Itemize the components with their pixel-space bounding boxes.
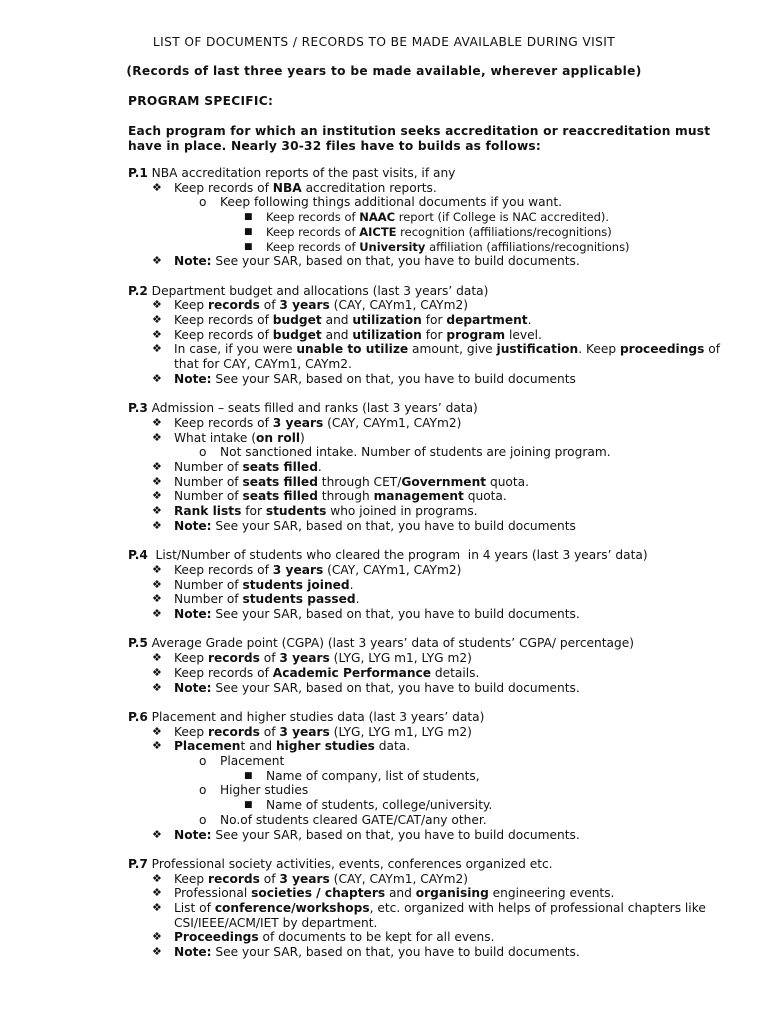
item-text: for bbox=[241, 504, 266, 519]
diamond-bullet-icon: ❖ bbox=[152, 739, 162, 753]
item-text: amount, give bbox=[408, 342, 497, 357]
item-text: (CAY, CAYm1, CAYm2) bbox=[329, 871, 468, 886]
emphasis-text: 3 years bbox=[272, 562, 324, 577]
item-text: See your SAR, based on that, you have to build documents bbox=[211, 371, 576, 386]
list-item bbox=[128, 930, 742, 945]
circle-bullet-icon: o bbox=[199, 783, 207, 798]
diamond-bullet-icon: ❖ bbox=[152, 518, 162, 532]
emphasis-text: NAAC bbox=[359, 210, 396, 225]
document-title: LIST OF DOCUMENTS / RECORDS TO BE MADE AVAILABLE DURING VISIT bbox=[152, 35, 616, 49]
circle-bullet-icon: o bbox=[199, 445, 207, 460]
item-text: Keep bbox=[174, 651, 208, 666]
item-text: . bbox=[349, 577, 354, 592]
emphasis-text: 3 years bbox=[272, 415, 324, 430]
list-item bbox=[128, 298, 742, 313]
emphasis-text: Academic Performance bbox=[272, 665, 431, 680]
diamond-bullet-icon: ❖ bbox=[152, 460, 162, 474]
item-text: of that for CAY, CAYm1, CAYm2. bbox=[174, 342, 720, 372]
diamond-bullet-icon: ❖ bbox=[152, 430, 162, 444]
section-title-text: Average Grade point (CGPA) (last 3 years’ data of students’ CGPA/ percentage) bbox=[147, 636, 634, 651]
list-item bbox=[128, 195, 742, 210]
emphasis-text: NBA bbox=[272, 180, 302, 195]
item-text: In case, if you were bbox=[174, 342, 297, 357]
list-item bbox=[128, 607, 742, 622]
section-title bbox=[128, 166, 742, 181]
list-item bbox=[128, 475, 742, 490]
section-code: P.3 bbox=[128, 401, 148, 416]
list-item bbox=[128, 372, 742, 387]
section-title-text: Professional society activities, events, conferences organized etc. bbox=[147, 856, 553, 871]
list-item bbox=[128, 813, 742, 828]
section-title-text: NBA accreditation reports of the past visits, if any bbox=[147, 166, 456, 180]
emphasis-text: department bbox=[446, 313, 528, 328]
emphasis-text: higher studies bbox=[275, 739, 375, 754]
section-code: P.1 bbox=[128, 166, 148, 180]
item-text: . Keep bbox=[578, 342, 620, 357]
diamond-bullet-icon: ❖ bbox=[152, 342, 162, 356]
item-text: . bbox=[317, 460, 322, 475]
item-text: report (if College is NAC accredited). bbox=[395, 210, 610, 225]
item-text: and bbox=[321, 313, 353, 328]
emphasis-text: seats filled bbox=[242, 460, 318, 475]
section-p3 bbox=[128, 401, 742, 533]
emphasis-text: organising bbox=[415, 886, 489, 901]
square-bullet-icon: ■ bbox=[244, 226, 253, 237]
diamond-bullet-icon: ❖ bbox=[152, 592, 162, 606]
diamond-bullet-icon: ❖ bbox=[152, 474, 162, 488]
list-item bbox=[128, 489, 742, 504]
item-text: (LYG, LYG m1, LYG m2) bbox=[329, 724, 472, 739]
item-text: (LYG, LYG m1, LYG m2) bbox=[329, 651, 472, 666]
section-title bbox=[128, 710, 742, 725]
list-item bbox=[128, 431, 742, 446]
emphasis-text: students bbox=[265, 504, 327, 519]
emphasis-text: utilization bbox=[352, 327, 422, 342]
diamond-bullet-icon: ❖ bbox=[152, 886, 162, 900]
emphasis-text: Note: bbox=[174, 371, 212, 386]
emphasis-text: 3 years bbox=[279, 651, 330, 666]
list-item bbox=[128, 886, 742, 901]
emphasis-text: University bbox=[359, 239, 426, 254]
item-text: and bbox=[321, 327, 353, 342]
item-text: data. bbox=[374, 739, 411, 754]
emphasis-text: proceedings bbox=[619, 342, 705, 357]
item-text: of bbox=[259, 651, 280, 666]
item-text: of bbox=[259, 298, 280, 313]
section-title-text: Admission – seats filled and ranks (last 3 years’ data) bbox=[147, 401, 478, 416]
item-text: List of bbox=[174, 901, 215, 916]
diamond-bullet-icon: ❖ bbox=[152, 254, 162, 268]
item-text: level. bbox=[505, 327, 542, 342]
item-text: See your SAR, based on that, you have to build documents. bbox=[211, 680, 580, 695]
section-p1 bbox=[128, 166, 742, 269]
emphasis-text: Note: bbox=[174, 254, 212, 269]
program-specific-heading: PROGRAM SPECIFIC: bbox=[128, 94, 274, 108]
section-title-text: List/Number of students who cleared the program in 4 years (last 3 years’ data) bbox=[147, 548, 648, 563]
item-text: details. bbox=[430, 665, 480, 680]
section-title-text: Department budget and allocations (last 3 years’ data) bbox=[147, 283, 489, 298]
section-title bbox=[128, 284, 742, 299]
item-text: Number of bbox=[174, 592, 243, 607]
item-text: Keep records of bbox=[174, 415, 273, 430]
item-text: Keep records of bbox=[266, 224, 360, 239]
list-item bbox=[128, 872, 742, 887]
item-text: . bbox=[527, 313, 532, 328]
section-code: P.7 bbox=[128, 856, 148, 871]
section-code: P.4 bbox=[128, 548, 148, 563]
item-text: Keep records of bbox=[174, 180, 273, 195]
diamond-bullet-icon: ❖ bbox=[152, 901, 162, 915]
emphasis-text: AICTE bbox=[359, 224, 397, 239]
list-item bbox=[128, 181, 742, 196]
list-item bbox=[128, 945, 742, 960]
item-text: See your SAR, based on that, you have to build documents. bbox=[211, 945, 580, 960]
emphasis-text: seats filled bbox=[242, 474, 318, 489]
emphasis-text: 3 years bbox=[279, 298, 330, 313]
emphasis-text: students joined bbox=[242, 577, 350, 592]
diamond-bullet-icon: ❖ bbox=[152, 607, 162, 621]
emphasis-text: justification bbox=[496, 342, 579, 357]
item-text: through CET/ bbox=[317, 474, 402, 489]
emphasis-text: management bbox=[373, 489, 464, 504]
circle-bullet-icon: o bbox=[199, 195, 207, 210]
sections-list bbox=[128, 166, 742, 975]
diamond-bullet-icon: ❖ bbox=[152, 180, 162, 194]
item-text: ) bbox=[300, 430, 305, 445]
list-item bbox=[128, 328, 742, 343]
item-text: Keep records of bbox=[266, 210, 360, 225]
section-title-text: Placement and higher studies data (last 3 years’ data) bbox=[147, 709, 485, 724]
emphasis-text: unable to utilize bbox=[296, 342, 409, 357]
item-text: t and bbox=[240, 739, 276, 754]
emphasis-text: budget bbox=[272, 327, 322, 342]
item-text: Keep records of bbox=[266, 239, 360, 254]
item-text: for bbox=[421, 327, 447, 342]
square-bullet-icon: ■ bbox=[244, 241, 253, 252]
item-text: Higher studies bbox=[220, 783, 309, 798]
item-text: quota. bbox=[463, 489, 507, 504]
emphasis-text: 3 years bbox=[279, 871, 330, 886]
item-text: No.of students cleared GATE/CAT/any other. bbox=[220, 812, 487, 827]
emphasis-text: budget bbox=[272, 313, 322, 328]
item-text: (CAY, CAYm1, CAYm2) bbox=[323, 562, 462, 577]
square-bullet-icon: ■ bbox=[244, 800, 253, 811]
item-text: Keep records of bbox=[174, 313, 273, 328]
item-text: recognition (affiliations/recognitions) bbox=[396, 224, 612, 239]
item-text: What intake ( bbox=[174, 430, 257, 445]
emphasis-text: seats filled bbox=[242, 489, 318, 504]
square-bullet-icon: ■ bbox=[244, 212, 253, 223]
emphasis-text: 3 years bbox=[279, 724, 330, 739]
emphasis-text: on roll bbox=[256, 430, 301, 445]
list-item bbox=[128, 828, 742, 843]
diamond-bullet-icon: ❖ bbox=[152, 665, 162, 679]
item-text: See your SAR, based on that, you have to build documents. bbox=[211, 607, 580, 622]
list-item bbox=[128, 578, 742, 593]
section-p2 bbox=[128, 284, 742, 387]
item-text: (CAY, CAYm1, CAYm2) bbox=[329, 298, 468, 313]
emphasis-text: Note: bbox=[174, 945, 212, 960]
item-text: , etc. organized with helps of professional chapters like CSI/IEEE/ACM/IET by department. bbox=[174, 901, 706, 930]
item-text: Placement bbox=[220, 754, 285, 769]
circle-bullet-icon: o bbox=[199, 812, 207, 827]
emphasis-text: societies / chapters bbox=[251, 886, 386, 901]
item-text: Name of students, college/university. bbox=[266, 798, 493, 813]
diamond-bullet-icon: ❖ bbox=[152, 930, 162, 944]
emphasis-text: records bbox=[208, 651, 260, 666]
intro-paragraph: Each program for which an institution seeks accreditation or reaccreditation must have in place. Nearly 30-32 files have to builds as follows: bbox=[128, 124, 711, 153]
list-item bbox=[128, 519, 742, 534]
section-title bbox=[128, 636, 742, 651]
item-text: Keep following things additional documents if you want. bbox=[220, 195, 562, 210]
emphasis-text: conference/workshops bbox=[214, 901, 370, 916]
list-item bbox=[128, 681, 742, 696]
emphasis-text: Rank lists bbox=[174, 504, 242, 519]
diamond-bullet-icon: ❖ bbox=[152, 577, 162, 591]
item-text: Professional bbox=[174, 886, 252, 901]
item-text: Number of bbox=[174, 489, 243, 504]
section-p7 bbox=[128, 857, 742, 960]
item-text: Number of bbox=[174, 577, 243, 592]
list-item bbox=[128, 342, 742, 371]
list-item bbox=[128, 666, 742, 681]
item-text: of bbox=[259, 871, 280, 886]
item-text: who joined in programs. bbox=[326, 504, 478, 519]
list-item bbox=[128, 240, 742, 255]
list-item bbox=[128, 563, 742, 578]
list-item bbox=[128, 769, 742, 784]
emphasis-text: Note: bbox=[174, 607, 212, 622]
item-text: Keep bbox=[174, 871, 208, 886]
list-item bbox=[128, 651, 742, 666]
list-item bbox=[128, 901, 742, 930]
item-text: affiliation (affiliations/recognitions) bbox=[425, 239, 630, 254]
item-text: Keep records of bbox=[174, 665, 273, 680]
item-text: engineering events. bbox=[488, 886, 615, 901]
emphasis-text: Note: bbox=[174, 680, 212, 695]
circle-bullet-icon: o bbox=[199, 754, 207, 769]
diamond-bullet-icon: ❖ bbox=[152, 504, 162, 518]
section-p4 bbox=[128, 548, 742, 622]
item-text: Number of bbox=[174, 474, 243, 489]
item-text: See your SAR, based on that, you have to build documents. bbox=[211, 254, 580, 269]
section-p6 bbox=[128, 710, 742, 842]
diamond-bullet-icon: ❖ bbox=[152, 415, 162, 429]
item-text: Keep bbox=[174, 298, 208, 313]
emphasis-text: students passed bbox=[242, 592, 356, 607]
emphasis-text: Government bbox=[401, 474, 487, 489]
item-text: Keep records of bbox=[174, 327, 273, 342]
diamond-bullet-icon: ❖ bbox=[152, 680, 162, 694]
list-item bbox=[128, 592, 742, 607]
item-text: accreditation reports. bbox=[301, 180, 437, 195]
emphasis-text: program bbox=[446, 327, 506, 342]
list-item bbox=[128, 254, 742, 269]
emphasis-text: utilization bbox=[352, 313, 422, 328]
section-code: P.5 bbox=[128, 636, 148, 651]
square-bullet-icon: ■ bbox=[244, 770, 253, 781]
emphasis-text: Placemen bbox=[174, 739, 241, 754]
item-text: for bbox=[421, 313, 447, 328]
section-title bbox=[128, 857, 742, 872]
emphasis-text: Note: bbox=[174, 827, 212, 842]
diamond-bullet-icon: ❖ bbox=[152, 562, 162, 576]
item-text: Name of company, list of students, bbox=[266, 768, 480, 783]
list-item bbox=[128, 725, 742, 740]
emphasis-text: records bbox=[208, 724, 260, 739]
item-text: of bbox=[259, 724, 280, 739]
item-text: . bbox=[355, 592, 360, 607]
section-code: P.2 bbox=[128, 283, 148, 298]
item-text: See your SAR, based on that, you have to build documents. bbox=[211, 827, 580, 842]
list-item bbox=[128, 798, 742, 813]
emphasis-text: Note: bbox=[174, 518, 212, 533]
list-item bbox=[128, 754, 742, 769]
diamond-bullet-icon: ❖ bbox=[152, 724, 162, 738]
emphasis-text: records bbox=[208, 871, 260, 886]
section-title bbox=[128, 401, 742, 416]
list-item bbox=[128, 445, 742, 460]
list-item bbox=[128, 504, 742, 519]
list-item bbox=[128, 783, 742, 798]
diamond-bullet-icon: ❖ bbox=[152, 651, 162, 665]
diamond-bullet-icon: ❖ bbox=[152, 945, 162, 959]
item-text: Not sanctioned intake. Number of students are joining program. bbox=[220, 445, 611, 460]
item-text: Keep records of bbox=[174, 562, 273, 577]
document-subtitle: (Records of last three years to be made available, wherever applicable) bbox=[126, 64, 642, 78]
section-p5 bbox=[128, 636, 742, 695]
diamond-bullet-icon: ❖ bbox=[152, 298, 162, 312]
item-text: of documents to be kept for all evens. bbox=[258, 930, 495, 945]
diamond-bullet-icon: ❖ bbox=[152, 871, 162, 885]
item-text: quota. bbox=[486, 474, 529, 489]
diamond-bullet-icon: ❖ bbox=[152, 327, 162, 341]
item-text: Keep bbox=[174, 724, 208, 739]
diamond-bullet-icon: ❖ bbox=[152, 371, 162, 385]
diamond-bullet-icon: ❖ bbox=[152, 827, 162, 841]
emphasis-text: Proceedings bbox=[174, 930, 259, 945]
list-item bbox=[128, 416, 742, 431]
item-text: (CAY, CAYm1, CAYm2) bbox=[323, 415, 462, 430]
item-text: See your SAR, based on that, you have to build documents bbox=[211, 518, 576, 533]
list-item bbox=[128, 739, 742, 754]
section-code: P.6 bbox=[128, 709, 148, 724]
section-title bbox=[128, 548, 742, 563]
item-text: through bbox=[317, 489, 374, 504]
diamond-bullet-icon: ❖ bbox=[152, 489, 162, 503]
item-text: and bbox=[385, 886, 416, 901]
item-text: Number of bbox=[174, 460, 243, 475]
list-item bbox=[128, 313, 742, 328]
list-item bbox=[128, 210, 742, 225]
list-item bbox=[128, 225, 742, 240]
diamond-bullet-icon: ❖ bbox=[152, 313, 162, 327]
emphasis-text: records bbox=[208, 298, 260, 313]
list-item bbox=[128, 460, 742, 475]
